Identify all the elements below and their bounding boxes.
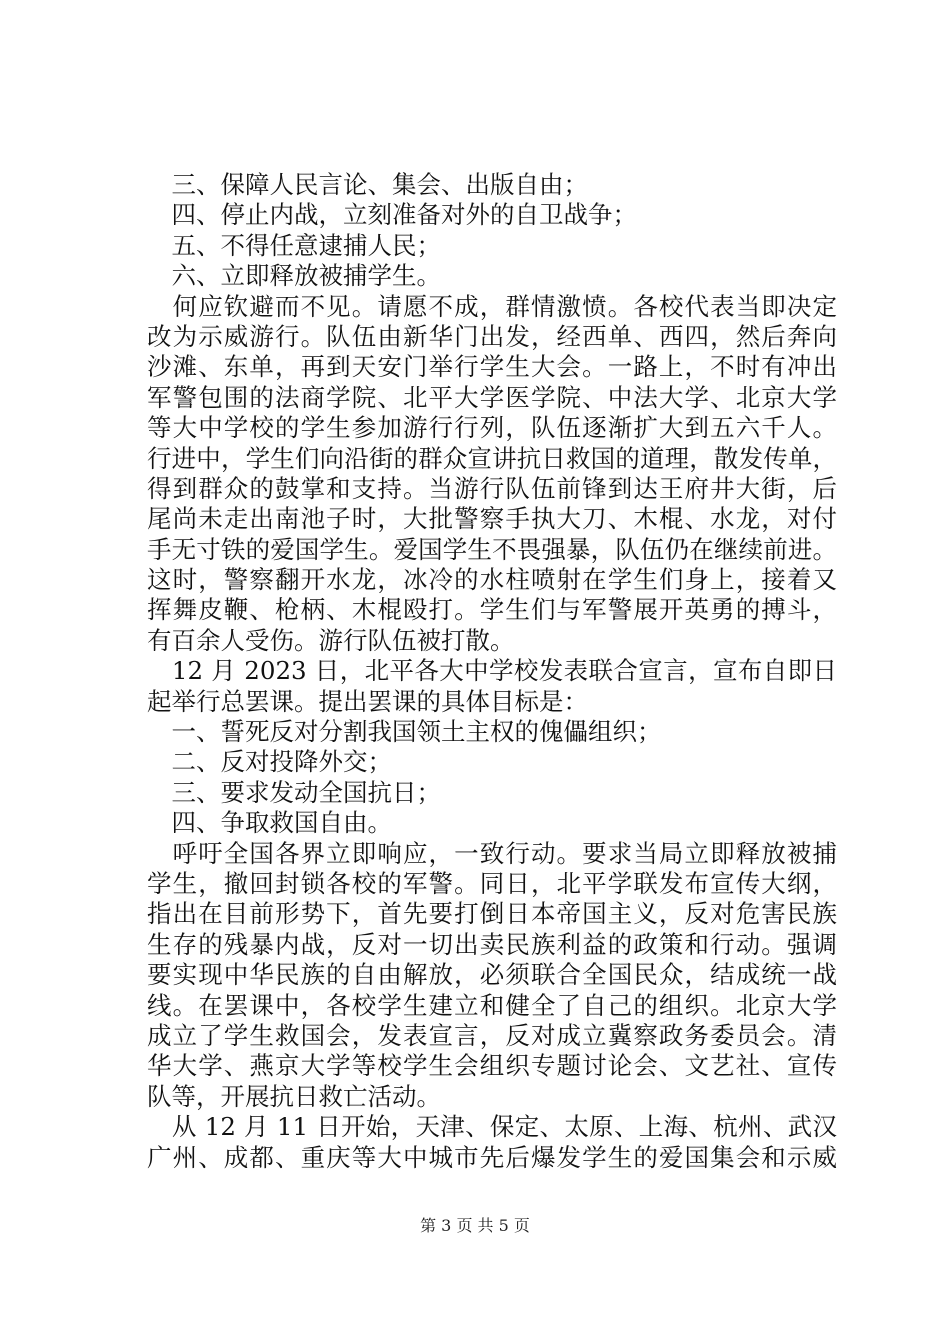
text-line: 这时，警察翻开水龙，冰冷的水柱喷射在学生们身上，接着又 xyxy=(147,565,837,595)
text-line: 挥舞皮鞭、枪柄、木棍殴打。学生们与军警展开英勇的搏斗， xyxy=(147,595,837,625)
text-line: 华大学、燕京大学等校学生会组织专题讨论会、文艺社、宣传 xyxy=(147,1051,837,1081)
text-line: 12 月 2023 日，北平各大中学校发表联合宣言，宣布自即日 xyxy=(147,656,837,686)
text-line: 起举行总罢课。提出罢课的具体目标是： xyxy=(147,686,588,716)
text-line: 广州、成都、重庆等大中城市先后爆发学生的爱国集会和示威 xyxy=(147,1142,837,1172)
text-line: 学生，撤回封锁各校的军警。同日，北平学联发布宣传大纲， xyxy=(147,868,837,898)
text-line: 从 12 月 11 日开始，天津、保定、太原、上海、杭州、武汉 xyxy=(147,1112,837,1142)
text-line: 等大中学校的学生参加游行行列，队伍逐渐扩大到五六千人。 xyxy=(147,413,837,443)
text-line: 呼吁全国各界立即响应，一致行动。要求当局立即释放被捕 xyxy=(147,838,837,868)
text-line: 二、反对投降外交； xyxy=(147,747,392,777)
text-line: 尾尚未走出南池子时，大批警察手执大刀、木棍、水龙，对付 xyxy=(147,504,837,534)
text-line: 要实现中华民族的自由解放，必须联合全国民众，结成统一战 xyxy=(147,960,837,990)
text-line: 行进中，学生们向沿街的群众宣讲抗日救国的道理，散发传单， xyxy=(147,443,837,473)
text-line: 生存的残暴内战，反对一切出卖民族利益的政策和行动。强调 xyxy=(147,929,837,959)
text-line: 四、争取救国自由。 xyxy=(147,808,392,838)
page-footer: 第 3 页 共 5 页 xyxy=(420,1216,530,1235)
text-line: 一、誓死反对分割我国领土主权的傀儡组织； xyxy=(147,717,662,747)
text-line: 何应钦避而不见。请愿不成，群情激愤。各校代表当即决定 xyxy=(147,291,837,321)
text-line: 三、要求发动全国抗日； xyxy=(147,777,441,807)
text-line: 改为示威游行。队伍由新华门出发，经西单、西四，然后奔向 xyxy=(147,321,837,351)
text-line: 线。在罢课中，各校学生建立和健全了自己的组织。北京大学 xyxy=(147,990,837,1020)
text-line: 得到群众的鼓掌和支持。当游行队伍前锋到达王府井大街，后 xyxy=(147,473,837,503)
text-line: 四、停止内战，立刻准备对外的自卫战争； xyxy=(147,200,637,230)
text-line: 六、立即释放被捕学生。 xyxy=(147,261,441,291)
text-line: 有百余人受伤。游行队伍被打散。 xyxy=(147,625,515,655)
text-line: 三、保障人民言论、集会、出版自由； xyxy=(147,170,588,199)
text-line: 指出在目前形势下，首先要打倒日本帝国主义，反对危害民族 xyxy=(147,899,837,929)
text-line: 手无寸铁的爱国学生。爱国学生不畏强暴，队伍仍在继续前进。 xyxy=(147,534,837,564)
text-line: 成立了学生救国会，发表宣言，反对成立冀察政务委员会。清 xyxy=(147,1020,837,1050)
text-line: 军警包围的法商学院、北平大学医学院、中法大学、北京大学 xyxy=(147,382,837,412)
document-body xyxy=(147,170,837,1173)
text-line: 五、不得任意逮捕人民； xyxy=(147,230,441,260)
text-line: 队等，开展抗日救亡活动。 xyxy=(147,1081,441,1111)
text-line: 沙滩、东单，再到天安门举行学生大会。一路上，不时有冲出 xyxy=(147,352,837,382)
